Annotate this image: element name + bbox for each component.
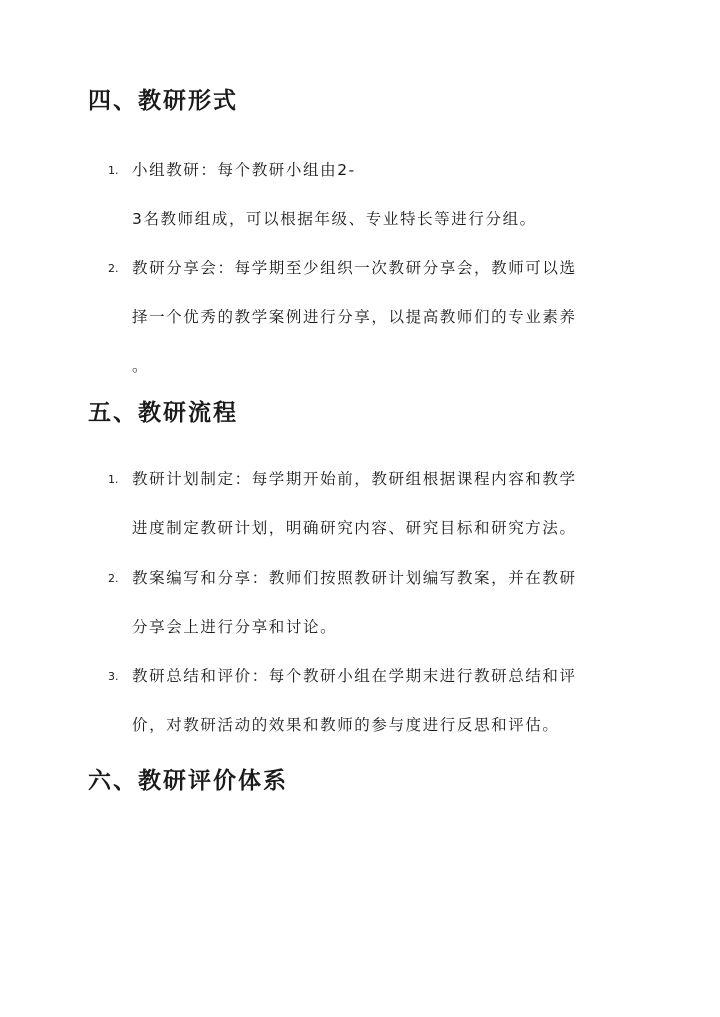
list-item	[108, 554, 628, 652]
text-line: 。	[132, 357, 150, 375]
list-number: 3.	[108, 670, 119, 683]
text-line: 择一个优秀的教学案例进行分享，以提高教师们的专业素养	[132, 308, 577, 326]
text-line: 小组教研：每个教研小组由2-	[132, 161, 356, 179]
list-item	[108, 652, 628, 750]
list-number: 1.	[108, 164, 119, 177]
list-item-text	[132, 455, 628, 553]
section-heading-process: 五、教研流程	[88, 400, 238, 426]
text-line: 教研总结和评价：每个教研小组在学期末进行教研总结和评	[132, 667, 577, 685]
list-number: 2.	[108, 262, 119, 275]
list-item	[108, 146, 628, 244]
section-heading-forms: 四、教研形式	[88, 88, 238, 114]
list-number: 2.	[108, 572, 119, 585]
list-number: 1.	[108, 473, 119, 486]
list-item	[108, 455, 628, 553]
list-item	[108, 244, 628, 391]
text-line: 进度制定教研计划，明确研究内容、研究目标和研究方法。	[132, 519, 577, 537]
text-line: 教研分享会：每学期至少组织一次教研分享会，教师可以选	[132, 259, 577, 277]
text-line: 分享会上进行分享和讨论。	[132, 618, 338, 636]
text-line: 教研计划制定：每学期开始前，教研组根据课程内容和教学	[132, 470, 577, 488]
list-item-text	[132, 244, 628, 391]
text-line: 教案编写和分享：教师们按照教研计划编写教案，并在教研	[132, 569, 577, 587]
section-heading-evaluation: 六、教研评价体系	[88, 768, 288, 794]
list-item-text	[132, 554, 628, 652]
text-line: 3名教师组成，可以根据年级、专业特长等进行分组。	[132, 210, 537, 228]
list-item-text	[132, 652, 628, 750]
list-item-text	[132, 146, 628, 244]
text-line: 价，对教研活动的效果和教师的参与度进行反思和评估。	[132, 716, 560, 734]
